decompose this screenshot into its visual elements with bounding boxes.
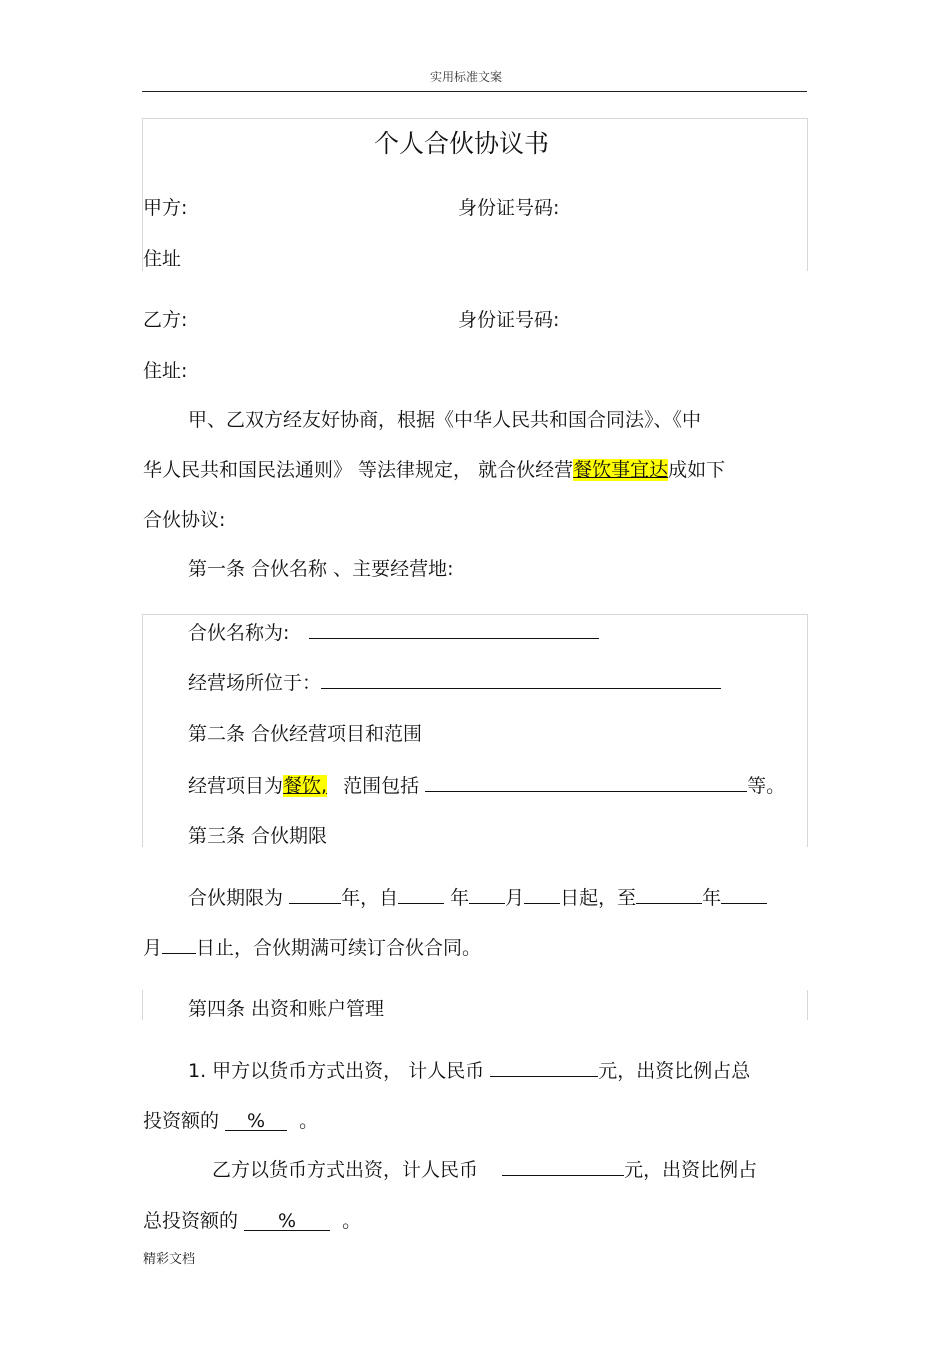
article-2-title: 第二条 合伙经营项目和范围 <box>188 723 423 745</box>
start-month-blank[interactable] <box>469 883 505 904</box>
party-a-id-label: 身份证号码: <box>458 197 560 219</box>
partnership-name-row <box>188 618 599 645</box>
business-item-label: 经营项目为 <box>188 775 284 797</box>
party-b-address-label: 住址: <box>143 360 188 382</box>
term-label: 合伙期限为 <box>188 887 284 909</box>
end-year-blank[interactable] <box>636 883 702 904</box>
contribution-a-percent-blank[interactable] <box>225 1110 287 1131</box>
term-years-blank[interactable] <box>289 883 341 904</box>
partnership-name-blank[interactable] <box>309 618 599 639</box>
party-b-label: 乙方: <box>143 309 188 331</box>
contribution-a-total-label: 投资额的 <box>143 1110 220 1132</box>
intro-line-2 <box>143 455 725 482</box>
contribution-b-line-1 <box>212 1155 757 1182</box>
contribution-b-end: 。 <box>342 1210 362 1232</box>
article-3-title: 第三条 合伙期限 <box>188 825 328 847</box>
contribution-a-ratio-text: 元，出资比例占总 <box>598 1060 751 1082</box>
term-month-unit: 月 <box>505 887 525 909</box>
term-start-day: 日起，至 <box>560 887 637 909</box>
term-year-from: 年，自 <box>341 887 399 909</box>
article-1-title: 第一条 合伙名称 、主要经营地: <box>188 558 454 580</box>
intro-line-1: 甲、乙双方经友好协商，根据《中华人民共和国合同法》、《中 <box>188 409 702 431</box>
scope-blank[interactable] <box>425 771 747 792</box>
page-footer: 精彩文档 <box>143 1252 196 1267</box>
contribution-b-ratio-text: 元，出资比例占 <box>624 1159 758 1181</box>
contribution-b-amount-blank[interactable] <box>502 1155 624 1176</box>
intro-line-3: 合伙协议: <box>143 509 226 531</box>
end-day-blank[interactable] <box>162 933 196 954</box>
term-year-unit: 年 <box>450 887 470 909</box>
partnership-name-label: 合伙名称为: <box>188 622 290 644</box>
term-line-1 <box>188 883 767 910</box>
percent-sign: % <box>247 1110 266 1132</box>
term-end-text: 日止，合伙期满可续订合伙合同。 <box>196 937 482 959</box>
contribution-a-amount-blank[interactable] <box>490 1056 598 1077</box>
business-place-label: 经营场所位于： <box>188 672 322 694</box>
contribution-b-percent-blank[interactable] <box>244 1210 330 1231</box>
highlight-catering: 餐饮, <box>283 775 328 797</box>
contribution-a-line-1 <box>188 1056 750 1083</box>
intro-line-2-text: 华人民共和国民法通则》 等法律规定， 就合伙经营 <box>143 459 574 481</box>
scope-end: 等。 <box>747 775 786 797</box>
business-place-row <box>188 668 721 695</box>
start-year-blank[interactable] <box>398 883 444 904</box>
contribution-a-text: 1. 甲方以货币方式出资， 计人民币 <box>188 1060 485 1082</box>
highlight-catering-matter: 餐饮事宜达 <box>573 459 669 481</box>
term-end-year-unit: 年 <box>702 887 722 909</box>
end-month-blank[interactable] <box>721 883 767 904</box>
contribution-a-line-2 <box>143 1106 318 1133</box>
term-end-month-unit: 月 <box>143 937 163 959</box>
start-day-blank[interactable] <box>524 883 560 904</box>
contribution-b-text: 乙方以货币方式出资，计人民币 <box>212 1159 479 1181</box>
business-place-blank[interactable] <box>321 668 721 689</box>
contribution-a-end: 。 <box>299 1110 319 1132</box>
document-title: 个人合伙协议书 <box>374 129 550 158</box>
article-4-title: 第四条 出资和账户管理 <box>188 998 385 1020</box>
party-b-id-label: 身份证号码: <box>458 309 560 331</box>
page-header: 实用标准文案 <box>430 70 503 84</box>
business-scope-row <box>188 771 785 798</box>
contribution-b-total-label: 总投资额的 <box>143 1210 239 1232</box>
term-line-2 <box>143 933 481 960</box>
percent-sign: % <box>278 1210 297 1232</box>
party-a-address-label: 住址 <box>143 248 182 270</box>
scope-label: 范围包括 <box>343 775 420 797</box>
party-a-label: 甲方: <box>143 197 188 219</box>
intro-line-2-end: 成如下 <box>668 459 726 481</box>
header-rule <box>142 91 807 92</box>
contribution-b-line-2 <box>143 1206 361 1233</box>
